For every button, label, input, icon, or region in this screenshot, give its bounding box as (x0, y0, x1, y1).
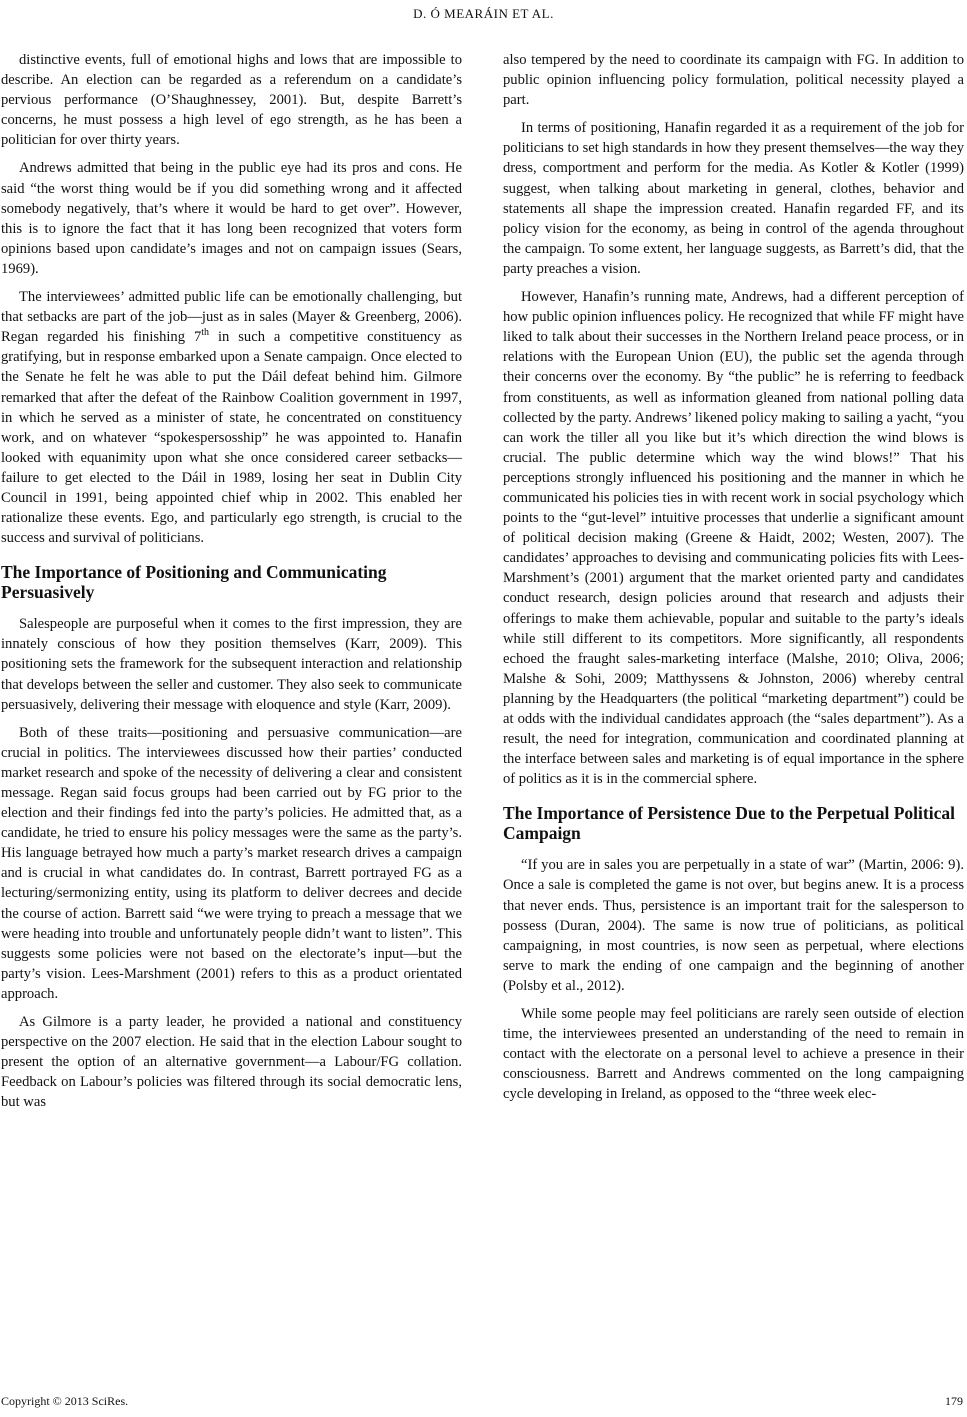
paragraph (1, 287, 462, 548)
paragraph: Salespeople are purposeful when it comes to the first impression, they are innately conscious of how they position themselves (Karr, 2009). This positioning sets the framework for the subsequent interaction and relationship that develops between the seller and customer. They also seek to communicate persuasively, delivering their message with eloquence and style (Karr, 2009). (1, 616, 462, 713)
paragraph-text: in such a competitive constituency as gratifying, but in response embarked upon a Senate campaign. Once elected to the Senate he felt he was able to put the Dáil defeat behind him. Gilmore remarked that after the defeat of the Rainbow Coalition government in 1997, in which he served as a minister of state, he concentrated on constituency work, and on whatever “spokespersosship” he was appointed to. Hanafin looked with equanimity upon what she once considered career setbacks—failure to get elected to the Dáil in 1989, losing her seat in Dublin City Council in 1991, being appointed chief whip in 2002. This enabled her rationalize these events. Ego, and particularly ego strength, is crucial to the success and survival of politicians. (1, 329, 463, 547)
right-column (503, 50, 964, 1113)
paragraph: also tempered by the need to coordinate its campaign with FG. In addition to public opinion influencing policy formulation, political necessity played a part. (503, 52, 964, 109)
superscript: th (201, 327, 210, 339)
paragraph: distinctive events, full of emotional highs and lows that are impossible to describe. An election can be regarded as a referendum on a candidate’s pervious performance (O’Shaughnessey, 2001). But, despite Barrett’s concerns, he must possess a high level of ego strength, as he has been a politician for over thirty years. (1, 52, 462, 149)
paragraph: While some people may feel politicians are rarely seen outside of election time, the interviewees presented an understanding of the need to remain in contact with the electorate on a personal level to achieve a presence in their consciousness. Barrett and Andrews commented on the long campaigning cycle developing in Ireland, as opposed to the “three week elec- (503, 1006, 964, 1103)
copyright-notice: Copyright © 2013 SciRes. (1, 1394, 129, 1408)
paragraph: Both of these traits—positioning and persuasive communication—are crucial in politics. The interviewees discussed how their parties’ conducted market research and spoke of the necessity of delivering a clear and consistent message. Regan said focus groups had been carried out by FG prior to the election and their findings fed into the party’s policies. He admitted that, as a candidate, he tried to ensure his policy messages were the same as the party’s. His language betrayed how much a party’s market research drives a campaign and is crucial in what candidates do. In contrast, Barrett portrayed FG as a lecturing/sermonizing entity, using its platform to deliver decrees and decide the course of action. Barrett said “we were trying to preach a message that we were heading into trouble and unfortunately people didn’t want to listen”. This suggests some policies were not based on the electorate’s input—but the party’s vision. Lees-Marshment (2001) refers to this as a product orientated approach. (1, 724, 462, 1002)
paragraph: Andrews admitted that being in the public eye had its pros and cons. He said “the worst thing would be if you did something wrong and it affected somebody negatively, that’s where it would be hard to get over”. However, this is to ignore the fact that it has long been recognized that voters form opinions based upon candidate’s images and not on campaign issues (Sears, 1969). (1, 160, 462, 277)
left-column (1, 50, 462, 1121)
paragraph: As Gilmore is a party leader, he provided a national and constituency perspective on the 2007 election. He said that in the election Labour sought to present the option of an alternative government—a Labour/FG collation. Feedback on Labour’s policies was filtered through its social democratic lens, but was (1, 1014, 462, 1111)
section-heading: The Importance of Persistence Due to the Perpetual Political Campaign (503, 803, 955, 844)
section-heading: The Importance of Positioning and Communicating Persuasively (1, 562, 387, 603)
page-number: 179 (945, 1394, 963, 1408)
paragraph: However, Hanafin’s running mate, Andrews, had a different perception of how public opinion influences policy. He recognized that while FF might have liked to talk about their successes in the Northern Ireland peace process, or in relations with the European Union (EU), the public set the agenda through their concerns over the economy. By “the public” he is referring to feedback from constituents, as well as information gleaned from national polling data collected by the party. Andrews’ likened policy making to sailing a yacht, “you can work the tiller all you like but it’s which direction the wind blows is crucial. The public determine which way the wind blows!” That his perceptions strongly influenced his positioning and the manner in which he communicated his policies ties in with recent work in social psychology which points to the “gut-level” intuitive processes that underlie a significant amount of political decision making (Greene & Haidt, 2002; Westen, 2007). The candidates’ approaches to devising and communicating policies fits with Lees-Marshment’s (2001) argument that the market oriented party and candidates conduct research, design policies around that research and adjusts their offerings to make them achievable, popular and suitable to the party’s ideals while still different to its competitors. More significantly, all respondents echoed the fraught sales-marketing interface (Malshe, 2010; Oliva, 2006; Malshe & Sohi, 2009; Matthyssens & Johnston, 2006) whereby central planning by the Headquarters (the political “marketing department”) could be at odds with the individual candidates approach (the “sales department”). As a result, the need for integration, communication and coordinated planning at the interface between sales and marketing is of equal importance in the sphere of politics as it is in the commercial sphere. (503, 289, 964, 788)
running-head: D. Ó MEARÁIN ET AL. (413, 6, 554, 21)
paragraph-text: The interviewees’ admitted public life can be emotionally challenging, but that setbacks are part of the job—just as in sales (Mayer & Greenberg, 2006). Regan regarded his finishing 7 (1, 289, 462, 346)
paragraph: In terms of positioning, Hanafin regarded it as a requirement of the job for politicians to set high standards in how they present themselves—the way they dress, comportment and perform for the media. As Kotler & Kotler (1999) suggest, when talking about marketing in general, clothes, behavior and statements all shape the impression created. Hanafin regarded FF, and its policy vision for the economy, as being in control of the agenda throughout the campaign. To some extent, her language suggests, as Barrett’s did, that the party preaches a vision. (503, 120, 964, 277)
paragraph: “If you are in sales you are perpetually in a state of war” (Martin, 2006: 9). Once a sale is completed the game is not over, but begins anew. It is a process that never ends. Thus, persistence is an important trait for the salesperson to possess (Duran, 2004). The same is now true of politicians, as political campaigning, in most countries, is now seen as perpetual, where elections serve to mark the ending of one campaign and the beginning of another (Polsby et al., 2012). (503, 857, 964, 994)
